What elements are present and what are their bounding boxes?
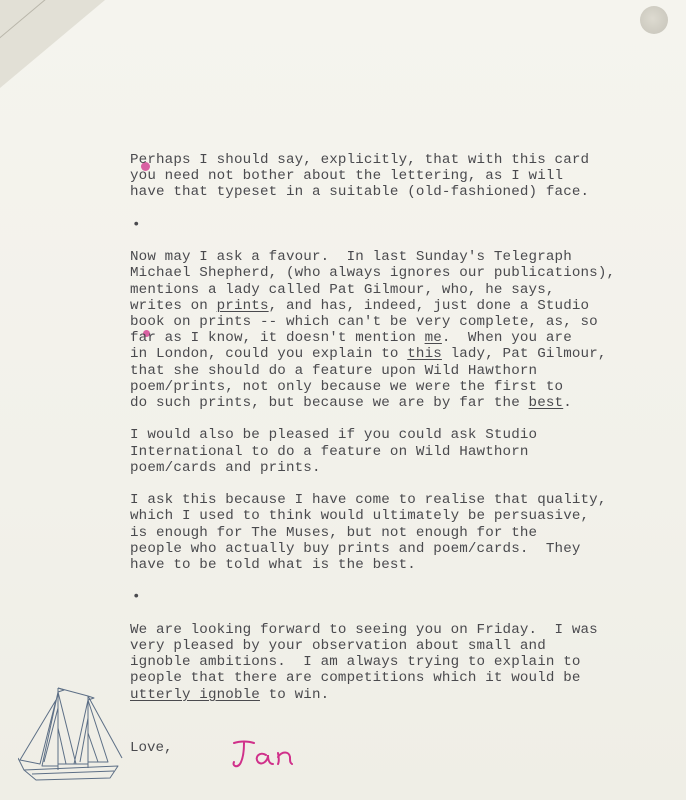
sailing-ship-icon [18,678,130,788]
text-line: book on prints -- which can't be very complete, as, so [130,313,598,330]
underlined-word: utterly ignoble [130,686,260,703]
handwritten-signature [226,733,336,773]
text-line: you need not bother about the lettering, as I will [130,168,564,185]
paragraph-3 [130,427,675,476]
text-line: mentions a lady called Pat Gilmour, who, he says, [130,281,555,298]
text-line: in London, could you explain to this lady, Pat Gilmour, [130,346,607,363]
paragraph-1 [130,152,675,201]
text-line: Michael Shepherd, (who always ignores our publications), [130,265,616,282]
text-line: Now may I ask a favour. In last Sunday's Telegraph [130,249,572,266]
underlined-word: best [528,395,564,411]
text-line: is enough for The Muses, but not enough for the [130,524,538,541]
paragraph-5 [130,622,675,703]
paragraph-2 [130,249,675,411]
text-line: Perhaps I should say, explicitly, that with this card [130,152,590,168]
underlined-word: prints [216,297,269,314]
underlined-word: me [424,330,442,347]
closing-salutation: Love, [130,740,173,756]
text-line: poem/cards and prints. [130,459,321,476]
folded-corner [0,0,105,88]
text-line: have to be told what is the best. [130,557,416,573]
underlined-word: this [407,346,442,363]
text-line: which I used to think would ultimately be persuasive, [130,508,590,525]
text-line: poem/prints, not only because we were the first to [130,378,564,395]
letter-body [130,152,675,719]
text-line: very pleased by your observation about small and [130,637,546,654]
text-line: have that typeset in a suitable (old-fashioned) face. [130,184,590,201]
separator-dot: • [132,216,141,233]
text-line: people who actually buy prints and poem/cards. They [130,540,581,557]
text-line: I ask this because I have come to realise that quality, [130,492,607,509]
text-line: utterly ignoble to win. [130,686,330,703]
paragraph-4 [130,492,675,573]
text-line: people that there are competitions which it would be [130,670,581,687]
text-line: International to do a feature on Wild Hawthorn [130,443,529,460]
text-line: I would also be pleased if you could ask Studio [130,427,538,444]
text-line: ignoble ambitions. I am always trying to explain to [130,654,581,671]
stamp-mark-icon [640,6,668,34]
separator-dot: • [132,589,141,606]
text-line: that she should do a feature upon Wild Hawthorn [130,362,538,379]
text-line: far as I know, it doesn't mention me. When you are [130,330,572,347]
text-line: do such prints, but because we are by far the best. [130,395,572,411]
text-line: writes on prints, and has, indeed, just done a Studio [130,297,590,314]
text-line: We are looking forward to seeing you on Friday. I was [130,621,598,638]
